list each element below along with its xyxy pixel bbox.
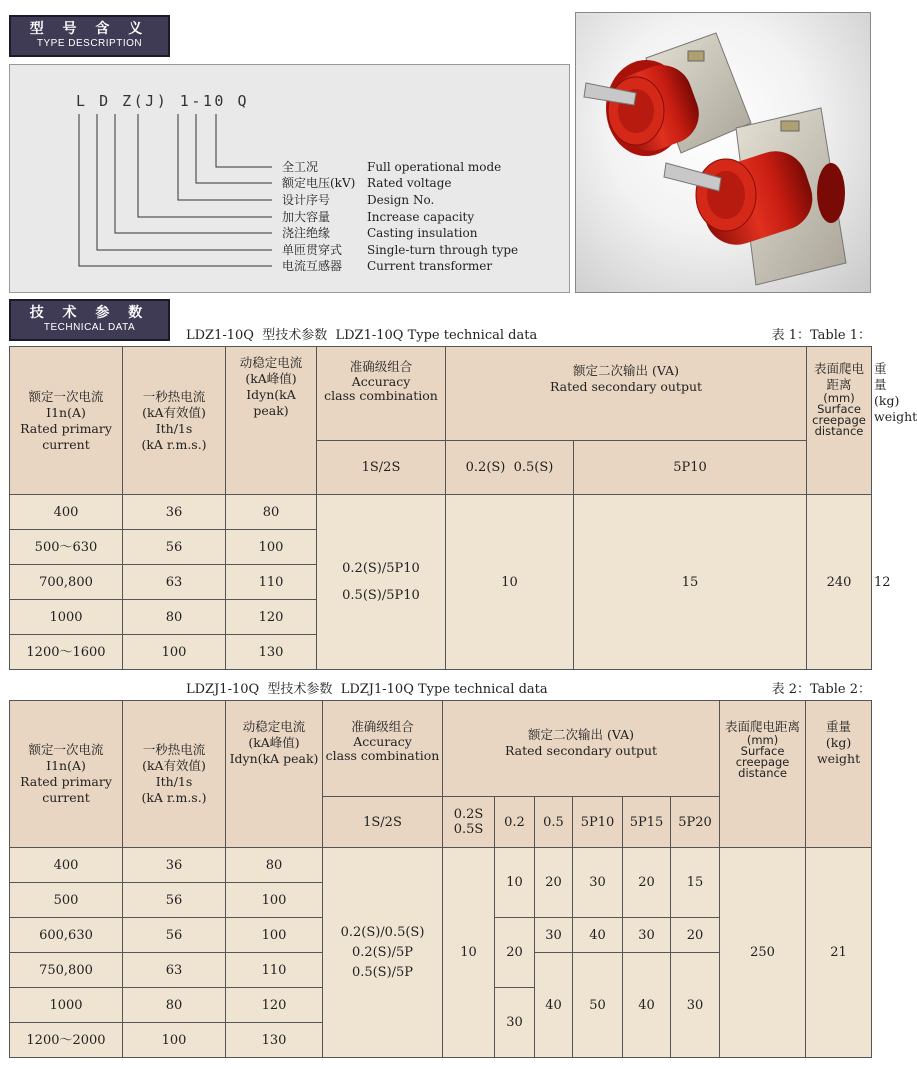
t2-out-05-a: 20 <box>535 848 573 918</box>
t2-cell-current: 400 <box>10 848 123 883</box>
model-char: 1 <box>179 92 192 110</box>
desc-cn-6: 电流互感器 <box>282 259 343 273</box>
t2-header-dynamic: 动稳定电流 (kA峰值) Idyn(kA peak) <box>226 701 323 848</box>
t2-out-5p20-c: 30 <box>671 953 720 1058</box>
t2-cell-dynamic: 120 <box>226 988 323 1023</box>
t2-cell-dynamic: 130 <box>226 1023 323 1058</box>
t2-sub-5p15: 5P15 <box>623 797 671 848</box>
t2-cell-current: 1000 <box>10 988 123 1023</box>
product-photo <box>575 12 871 293</box>
t2-accuracy-combo: 0.2(S)/0.5(S) 0.2(S)/5P 0.5(S)/5P <box>323 848 443 1058</box>
desc-cn-3: 加大容量 <box>282 210 331 224</box>
t1-cell-current: 1200～1600 <box>10 635 123 670</box>
t1-header-current: 额定一次电流 I1n(A) Rated primary current <box>10 347 123 495</box>
t2-sub-02s-05s: 0.2S 0.5S <box>443 797 495 848</box>
t1-cell-dynamic: 100 <box>226 530 317 565</box>
t2-out-05-b: 30 <box>535 918 573 953</box>
t1-sub-1s2s: 1S/2S <box>317 441 446 495</box>
t2-out-05-c: 40 <box>535 953 573 1058</box>
table1-caption: LDZ1-10Q 型技术参数 LDZ1-10Q Type technical data <box>186 328 538 343</box>
t1-cell-current: 1000 <box>10 600 123 635</box>
t2-out-5p20-b: 20 <box>671 918 720 953</box>
desc-en-0: Full operational mode <box>367 160 502 174</box>
t1-cell-thermal: 56 <box>123 530 226 565</box>
t2-out-02-c: 30 <box>495 988 535 1058</box>
desc-en-4: Casting insulation <box>367 226 478 240</box>
model-char: L <box>76 92 88 110</box>
t2-sub-02: 0.2 <box>495 797 535 848</box>
type-description-title-cn: 型 号 含 义 <box>29 21 150 37</box>
t1-sub-measure: 0.2(S) 0.5(S) <box>446 441 574 495</box>
t2-sub-1s2s: 1S/2S <box>323 797 443 848</box>
table1: 额定一次电流 I1n(A) Rated primary current 一秒热电流 (kA有效值) Ith/1s (kA r.m.s.) 动稳定电流 (kA峰值) Idyn(kA peak) 准确级组合 Accuracy class combination 额定二次输出 (VA) Rated secondary output 表面爬电距离 (mm) Surface creepage distance 重量 (kg) weight 1S/2S 0.2(S) 0.5(S) 5P10 400 36 80 0.2(S)/5P10 0.5(S)/5P10 10 15 240 12 500～630 56 100 700,800 63 110 1000 80 120 1200～1600 100 130 <box>9 346 871 670</box>
table1-label: 表 1：Table 1： <box>771 328 871 343</box>
t2-creepage: 250 <box>720 848 806 1058</box>
model-description-box <box>9 64 570 293</box>
technical-data-title-cn: 技 术 参 数 <box>29 305 150 321</box>
t2-out-02-b: 20 <box>495 918 535 988</box>
t2-cell-thermal: 36 <box>123 848 226 883</box>
current-transformer-illustration <box>576 13 872 294</box>
t2-out-5p15-c: 40 <box>623 953 671 1058</box>
t1-cell-current: 700,800 <box>10 565 123 600</box>
desc-cn-5: 单匝贯穿式 <box>282 243 343 257</box>
t2-cell-thermal: 56 <box>123 883 226 918</box>
t2-out-5p10-c: 50 <box>573 953 623 1058</box>
t2-cell-thermal: 63 <box>123 953 226 988</box>
t1-cell-current: 500～630 <box>10 530 123 565</box>
technical-data-title-en: TECHNICAL DATA <box>43 322 136 333</box>
t2-header-thermal: 一秒热电流 (kA有效值) Ith/1s (kA r.m.s.) <box>123 701 226 848</box>
t1-output-5p10: 15 <box>574 495 807 670</box>
t2-cell-current: 500 <box>10 883 123 918</box>
table2 <box>9 700 871 1058</box>
t2-cell-thermal: 100 <box>123 1023 226 1058</box>
t1-cell-dynamic: 130 <box>226 635 317 670</box>
t1-cell-thermal: 100 <box>123 635 226 670</box>
desc-cn-0: 全工况 <box>282 160 319 174</box>
t1-accuracy-combo: 0.2(S)/5P10 0.5(S)/5P10 <box>317 495 446 670</box>
t2-cell-current: 600,630 <box>10 918 123 953</box>
desc-en-1: Rated voltage <box>367 176 452 190</box>
t1-cell-thermal: 36 <box>123 495 226 530</box>
model-char: 10 <box>202 92 226 110</box>
t1-cell-thermal: 80 <box>123 600 226 635</box>
technical-data-badge <box>9 299 170 341</box>
model-char: - <box>191 92 203 110</box>
t2-out-5p15-a: 20 <box>623 848 671 918</box>
t1-cell-dynamic: 120 <box>226 600 317 635</box>
t2-out-5p10-b: 40 <box>573 918 623 953</box>
desc-en-3: Increase capacity <box>367 210 475 224</box>
desc-en-2: Design No. <box>367 193 435 207</box>
t1-header-output: 额定二次输出 (VA) Rated secondary output <box>446 347 807 441</box>
t1-output-measure: 10 <box>446 495 574 670</box>
t2-cell-thermal: 56 <box>123 918 226 953</box>
desc-en-6: Current transformer <box>367 259 493 273</box>
t1-header-creepage: 表面爬电距离 (mm) Surface creepage distance <box>807 347 872 495</box>
table2-label: 表 2：Table 2： <box>771 682 871 697</box>
t2-sub-5p20: 5P20 <box>671 797 720 848</box>
t2-weight: 21 <box>806 848 872 1058</box>
desc-en-5: Single-turn through type <box>367 243 519 257</box>
t1-header-thermal: 一秒热电流 (kA有效值) Ith/1s (kA r.m.s.) <box>123 347 226 495</box>
t2-cell-current: 750,800 <box>10 953 123 988</box>
desc-cn-2: 设计序号 <box>282 193 331 207</box>
t1-cell-dynamic: 110 <box>226 565 317 600</box>
t2-header-current: 额定一次电流 I1n(A) Rated primary current <box>10 701 123 848</box>
t2-header-output: 额定二次输出 (VA) Rated secondary output <box>443 701 720 797</box>
t1-header-accuracy: 准确级组合 Accuracy class combination <box>317 347 446 441</box>
t1-creepage: 240 <box>807 495 872 670</box>
t2-out-02-a: 10 <box>495 848 535 918</box>
desc-cn-4: 浇注绝缘 <box>282 226 331 240</box>
t2-out-5p20-a: 15 <box>671 848 720 918</box>
t2-header-accuracy: 准确级组合 Accuracy class combination <box>323 701 443 797</box>
t1-sub-5p10: 5P10 <box>574 441 807 495</box>
t1-header-dynamic: 动稳定电流 (kA峰值) Idyn(kA peak) <box>226 347 317 495</box>
t2-cell-dynamic: 110 <box>226 953 323 988</box>
type-description-badge <box>9 15 170 57</box>
desc-cn-1: 额定电压(kV) <box>282 176 356 190</box>
t2-out-5p15-b: 30 <box>623 918 671 953</box>
model-char: Z <box>122 92 134 110</box>
t2-cell-dynamic: 100 <box>226 918 323 953</box>
t2-cell-dynamic: 100 <box>226 883 323 918</box>
t2-sub-5p10: 5P10 <box>573 797 623 848</box>
table2-caption: LDZJ1-10Q 型技术参数 LDZJ1-10Q Type technical data <box>186 682 548 697</box>
t2-cell-thermal: 80 <box>123 988 226 1023</box>
t1-cell-current: 400 <box>10 495 123 530</box>
t2-cell-current: 1200～2000 <box>10 1023 123 1058</box>
t2-header-weight: 重量 (kg) weight <box>806 701 872 848</box>
t1-cell-thermal: 63 <box>123 565 226 600</box>
t2-cell-dynamic: 80 <box>226 848 323 883</box>
t1-cell-dynamic: 80 <box>226 495 317 530</box>
model-char: D <box>99 92 111 110</box>
t2-out-5p10-a: 30 <box>573 848 623 918</box>
type-description-title-en: TYPE DESCRIPTION <box>36 38 143 49</box>
t2-out-02s-05s: 10 <box>443 848 495 1058</box>
t2-sub-05: 0.5 <box>535 797 573 848</box>
model-char: (J) <box>133 92 169 110</box>
t2-header-creepage: 表面爬电距离 (mm) Surface creepage distance <box>720 701 806 848</box>
model-char: Q <box>237 92 249 110</box>
